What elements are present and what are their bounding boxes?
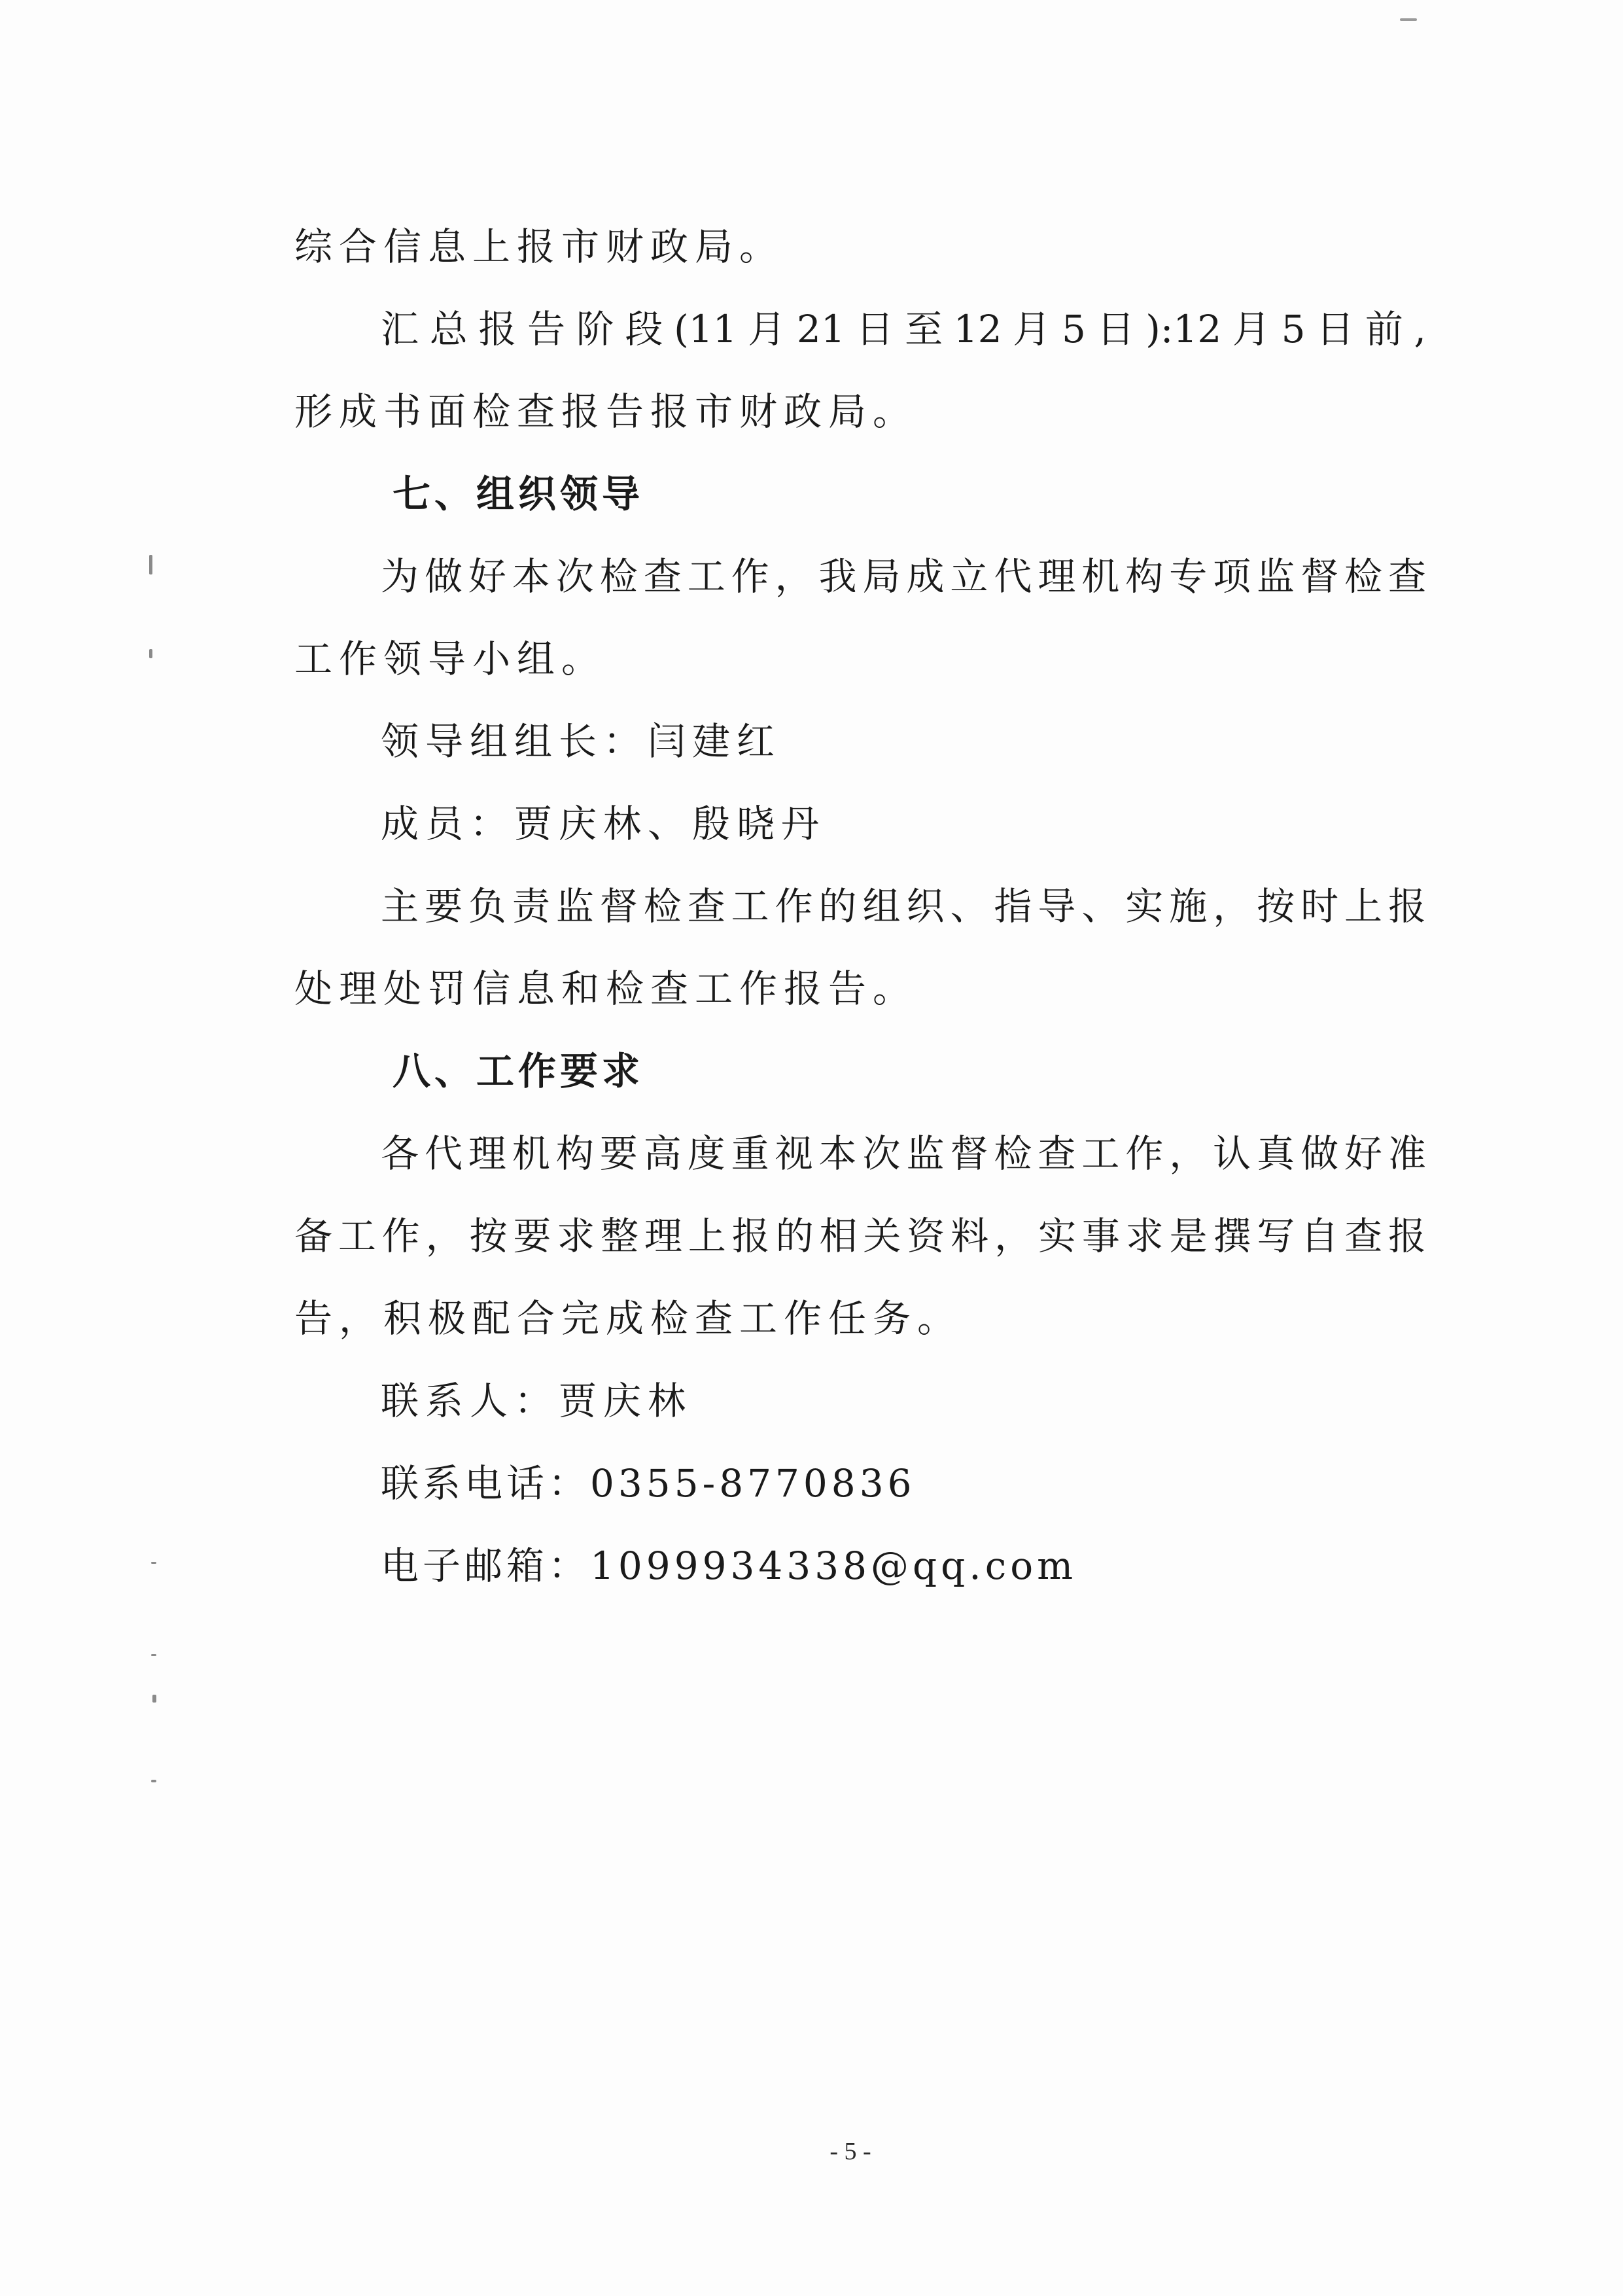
paragraph-line: 告，积极配合完成检查工作任务。 <box>294 1296 962 1341</box>
paragraph-line: 各代理机构要高度重视本次监督检查工作，认真做好准 <box>381 1131 1426 1176</box>
section-heading-seven: 七、组织领导 <box>393 472 644 516</box>
leader-line: 领导组组长：闫建红 <box>381 719 782 764</box>
paragraph-line: 综合信息上报市财政局。 <box>294 224 784 269</box>
scan-speck <box>151 1562 156 1564</box>
scan-speck <box>151 1780 156 1782</box>
members-line: 成员：贾庆林、殷晓丹 <box>381 802 826 846</box>
paragraph-line: 主要负责监督检查工作的组织、指导、实施，按时上报 <box>381 884 1426 928</box>
paragraph-line: 处理处罚信息和检查工作报告。 <box>294 966 918 1011</box>
contact-person-line: 联系人：贾庆林 <box>381 1379 693 1423</box>
scan-speck <box>149 649 152 658</box>
paragraph-line: 为做好本次检查工作，我局成立代理机构专项监督检查 <box>381 554 1426 599</box>
paragraph-line: 形成书面检查报告报市财政局。 <box>294 389 918 434</box>
page-number: - 5 - <box>829 2138 871 2165</box>
scan-speck <box>149 555 152 574</box>
contact-email-line: 电子邮箱：1099934338@qq.com <box>381 1544 1077 1588</box>
paragraph-line: 工作领导小组。 <box>294 637 606 681</box>
contact-phone-line: 联系电话：0355-8770836 <box>381 1461 916 1506</box>
scan-speck <box>152 1695 156 1703</box>
scan-speck <box>151 1654 156 1656</box>
paragraph-line: 汇总报告阶段(11月21日至12月5日):12月5日前, <box>381 307 1426 351</box>
section-heading-eight: 八、工作要求 <box>393 1049 644 1093</box>
paragraph-line: 备工作，按要求整理上报的相关资料，实事求是撰写自查报 <box>294 1214 1426 1258</box>
scan-speck <box>1400 18 1417 21</box>
